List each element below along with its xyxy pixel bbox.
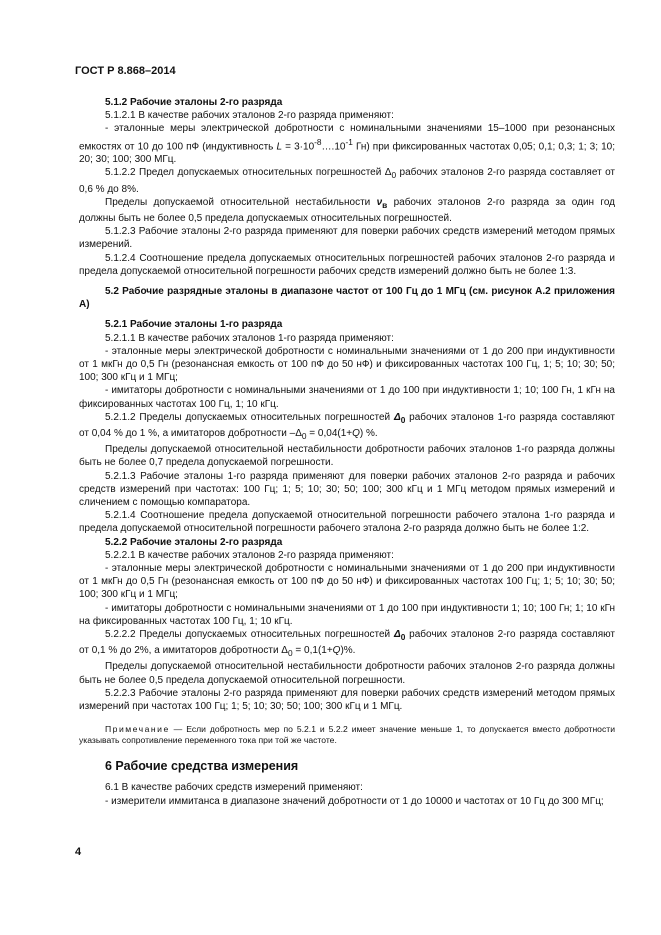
para-6-1-list: - измерители иммитанса в диапазоне значений добротности от 1 до 10000 и частотах от 10 Гц до 300 МГц; — [105, 795, 604, 807]
para-5-2-1-4: 5.2.1.4 Соотношение предела допускаемой относительной погрешности рабочего эталона 1-го разряда и предела допускаемой относительной погрешности рабочего эталона 2-го разряда должно быть не более 1:2. — [79, 510, 615, 535]
note — [79, 724, 615, 746]
para-5-2-2-1-measures: - эталонные меры электрической добротности с номинальными значениями от 1 до 200 при индуктивности от 1 мкГн до 0,5 Гн (резонансная емкость от 100 пФ до 50 нФ) и фиксированных частотах 100 Гц; 1; 5; 10; 30; 50; 100; 300 кГц и 1 МГц; — [79, 563, 615, 601]
para-5-1-2-1-list: - эталонные меры электрической добротности с номинальными значениями 15–1000 при резонансных емкостях от 10 до 100 пФ (индуктивность $L = 3\cdot 10^{-8}\dots.10^{-1}$ Гн) при фиксированных частотах 0,05; 0,1; 0,3; 1; 3; 10; 20; 30; 100; 300 МГц. — [79, 123, 615, 166]
para-5-2-2-2-instability: Пределы допускаемой относительной нестабильности добротности рабочих эталонов 2-го разряда должны быть не более 0,5 предела допускаемой относительной погрешности. — [79, 661, 615, 686]
para-5-2-2-2: 5.2.2.2 Пределы допускаемых относительных погрешностей $\Delta_0$ рабочих эталонов 2-го разряда составляют от 0,1 % до 2%, а имитаторов добротности $\Delta_0 = 0,1(1+Q)\%$. — [79, 629, 615, 659]
para-5-1-2-1: 5.1.2.1 В качестве рабочих эталонов 2-го разряда применяют: — [105, 110, 394, 122]
delta-symbol: Δ — [393, 629, 401, 641]
para-5-2-1-1: 5.2.1.1 В качестве рабочих эталонов 1-го разряда применяют: — [105, 332, 394, 344]
section-5-1-2-title: 5.1.2 Рабочие эталоны 2-го разряда — [105, 97, 283, 108]
para-6-1: 6.1 В качестве рабочих средств измерений применяют: — [105, 782, 363, 794]
note-text: — Если добротность мер по 5.2.1 и 5.2.2 имеет значение меньше 1, то допускается вместо добротности указывать сопротивление переменного тока при той же частоте. — [79, 724, 615, 746]
para-5-2-2-1-simulators: - имитаторы добротности с номинальными значениями от 1 до 100 при индуктивности 1; 10; 100 Гн; 1; 10 кГн на фиксированных частотах 100 Гц, 1; 10 кГц. — [79, 602, 615, 627]
nu-symbol: ν — [376, 196, 383, 208]
page-number: 4 — [75, 846, 82, 858]
section-6-title: 6 Рабочие средства измерения — [105, 759, 299, 774]
document-header: ГОСТ Р 8.868–2014 — [75, 65, 176, 77]
para-5-2-1-1-simulators: - имитаторы добротности с номинальными значениями от 1 до 100 при индуктивности 1; 10; 100 Гн, 1 кГн на фиксированных частотах 100 Гц, 1; 10 кГц. — [79, 385, 615, 410]
para-5-1-2-4: 5.1.2.4 Соотношение предела допускаемых относительных погрешностей рабочих эталонов 2-го разряда и предела допускаемой относительной погрешности рабочих средств измерений должно быть не более 1:3. — [79, 252, 615, 277]
para-5-1-2-2: 5.1.2.2 Предел допускаемых относительных погрешностей $\Delta_0$ рабочих эталонов 2-го разряда составляет от 0,6 % до 8%. — [79, 167, 616, 195]
para-5-1-2-3: 5.1.2.3 Рабочие эталоны 2-го разряда применяют для поверки рабочих средств измерений методом прямых измерений. — [79, 226, 615, 251]
section-5-2-2-title: 5.2.2 Рабочие эталоны 2-го разряда — [105, 536, 283, 548]
para-5-2-2-3: 5.2.2.3 Рабочие эталоны 2-го разряда применяют для поверки рабочих средств измерений методом прямых измерений при частотах 100 Гц; 1; 5; 10; 30; 50; 100; 300 кГц и 1 МГц. — [79, 687, 615, 713]
page-content — [79, 96, 615, 808]
note-label: Примечание — [105, 724, 170, 735]
para-5-1-2-2-instability: Пределы допускаемой относительной нестабильности $\nu_в$ рабочих эталонов 2-го разряда за один год должны быть не более 0,5 предела допускаемых относительных погрешностей. — [79, 196, 615, 224]
section-5-2-1-title: 5.2.1 Рабочие эталоны 1-го разряда — [105, 319, 283, 331]
para-5-2-1-3: 5.2.1.3 Рабочие эталоны 1-го разряда применяют для поверки рабочих эталонов 2-го разряда и рабочих средств измерений при частотах: 100 Гц; 1; 5; 10; 30; 50; 100; 300 кГц и 1 МГц методом прямых измерений и сличением с помощью компаратора. — [79, 470, 615, 509]
section-5-2-title: 5.2 Рабочие разрядные эталоны в диапазоне частот от 100 Гц до 1 МГц (см. рисунок А.2 приложения А) — [79, 285, 615, 311]
delta-symbol: Δ — [393, 411, 401, 423]
para-5-2-1-2: 5.2.1.2 Пределы допускаемых относительных погрешностей $\Delta_0$ рабочих эталонов 1-го разряда составляют от 0,04 % до 1 %, а имитаторов добротности $-\Delta_0 = 0,04(1+Q)$ %. — [79, 411, 615, 441]
para-5-2-1-2-instability: Пределы допускаемой относительной нестабильности добротности рабочих эталонов 1-го разряда должны быть не более 0,7 предела допускаемой погрешности. — [79, 444, 615, 469]
para-5-2-2-1: 5.2.2.1 В качестве рабочих эталонов 2-го разряда применяют: — [105, 549, 394, 561]
para-5-2-1-1-measures: - эталонные меры электрической добротности с номинальными значениями от 1 до 200 при индуктивности от 1 мкГн до 0,5 Гн (резонансная емкость от 100 пФ до 50 нФ) и фиксированных частотах 100 Гц, 1; 5; 10; 30; 50; 100; 300 кГц и 1 МГц; — [79, 345, 615, 384]
